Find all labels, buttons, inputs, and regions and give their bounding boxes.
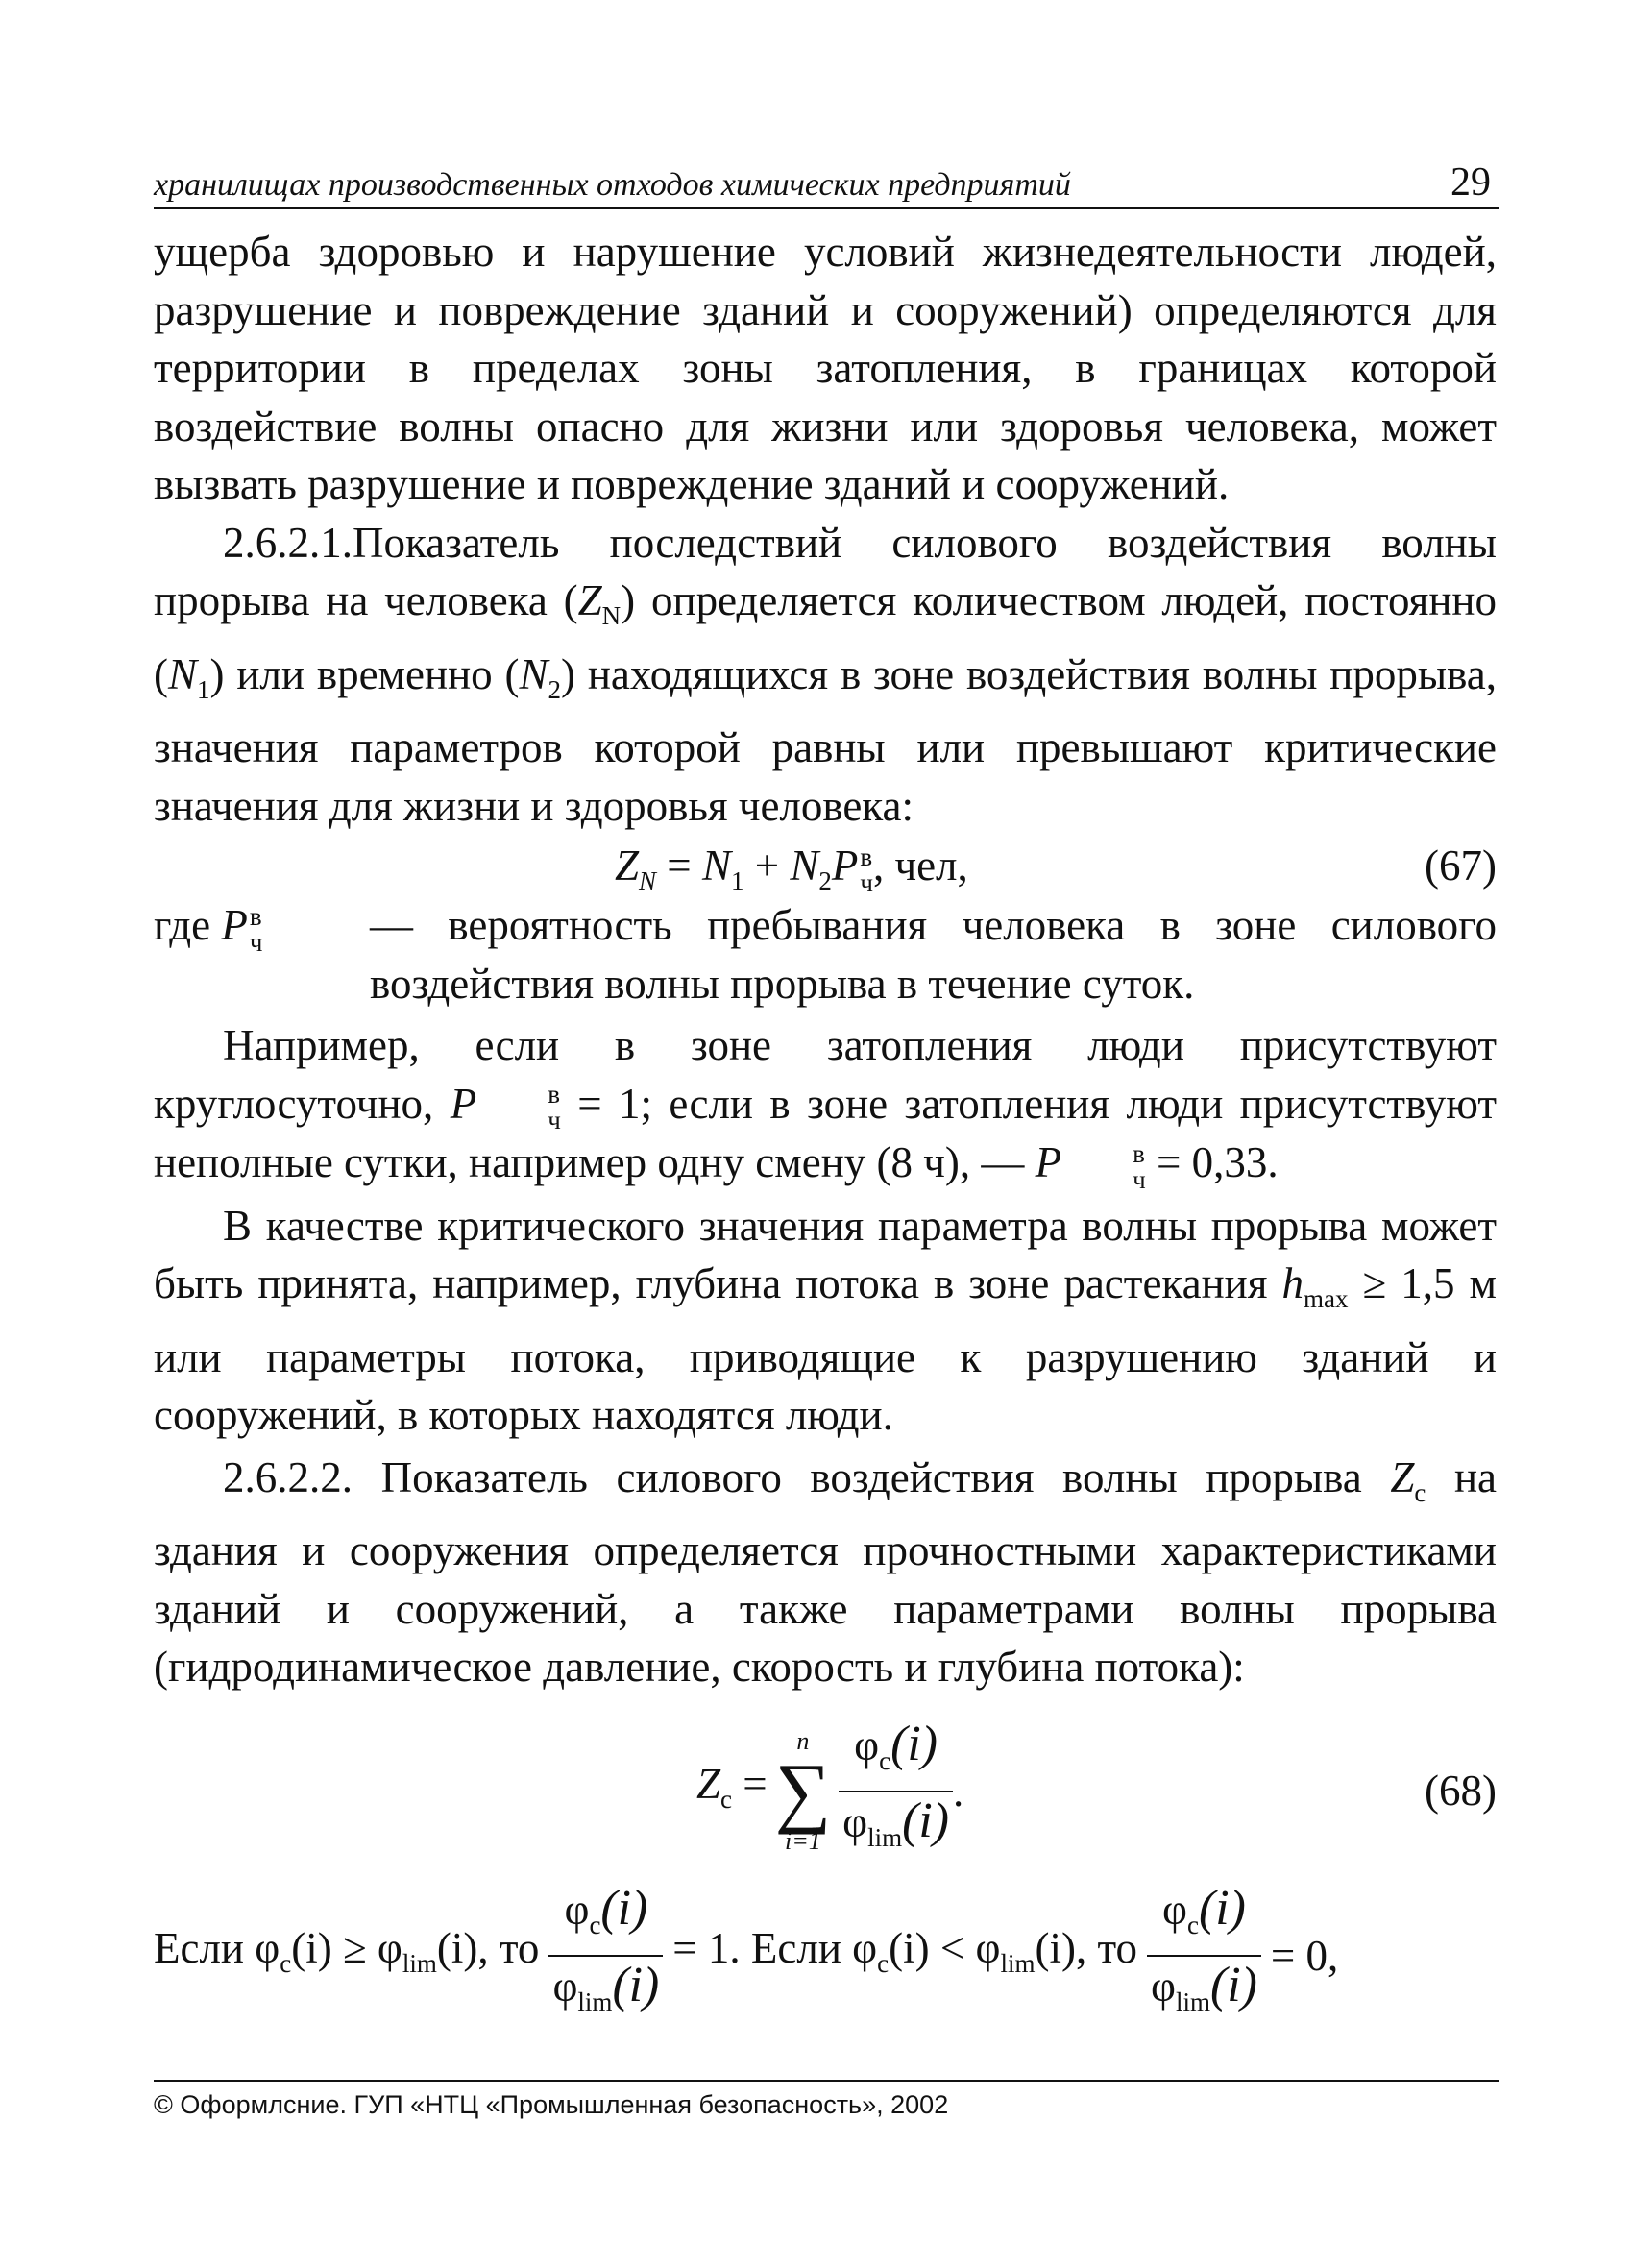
footer-divider bbox=[154, 2080, 1499, 2082]
running-head-title: хранилищах производственных отходов химических предприятий bbox=[154, 167, 1071, 203]
equation-number-67: (67) bbox=[1425, 841, 1497, 890]
where-description: — вероятность пребывания человека в зоне силового воздействия волны прорыва в течение суток. bbox=[370, 901, 1497, 1008]
page-body bbox=[154, 223, 1497, 2023]
where-clause bbox=[154, 896, 1497, 1012]
condition-1-fraction: $\frac{\varphi_с(i)}{\varphi_{lim}(i)}$ bbox=[548, 1880, 663, 2031]
paragraph-2-6-2-2: 2.6.2.2. Показатель силового воздействия волны прорыва $Z_с$ на здания и сооружения определяется прочностными характеристиками зданий и сооружений, а также параметрами волны прорыва (гидродинамическое давление, скорость и глубина потока): bbox=[154, 1452, 1497, 1692]
condition-2: = 1. Если $\varphi_с(i) < \varphi_{lim}(i)$, то bbox=[672, 1923, 1138, 1978]
fraction: $\frac{\varphi_с(i)}{\varphi_{lim}(i)}$ bbox=[839, 1716, 953, 1866]
equation-number-68: (68) bbox=[1425, 1766, 1497, 1815]
condition-2-result: = 0, bbox=[1270, 1931, 1339, 1980]
copyright-footer: © Оформлсние. ГУП «НТЦ «Промышленная безопасность», 2002 bbox=[154, 2090, 949, 2119]
summation-sign: n ∑ i=1 bbox=[774, 1726, 832, 1855]
formula-67 bbox=[154, 837, 1497, 896]
paragraph-example: Например, если в зоне затопления люди присутствуют круглосуточно, P в ч = 1; если в зоне затопления люди присутствуют неполные сутки, например одну смену (8 ч), — P в ч = 0,33. bbox=[154, 1021, 1497, 1194]
condition-2-fraction: $\frac{\varphi_с(i)}{\varphi_{lim}(i)}$ bbox=[1147, 1880, 1261, 2031]
paragraph-continuation: ущерба здоровью и нарушение условий жизнедеятельности людей, разрушение и повреждение зданий и сооружений) определяются для территории в пределах зоны затопления, в границах которой воздействие волны опасно для жизни или здоровья человека, может вызвать разрушение и повреждение зданий и сооружений. bbox=[154, 228, 1497, 508]
condition-1: Если $\varphi_с(i) \ge \varphi_{lim}(i)$, то bbox=[154, 1923, 540, 1978]
formula-68 bbox=[154, 1719, 1497, 1864]
running-head bbox=[154, 154, 1499, 209]
formula-68-expression: $Z_с$ = n ∑ i=1 $\frac{\varphi_с(i)}{\varphi_{lim}(i)}$ . bbox=[696, 1719, 963, 1864]
where-label: где P в ч bbox=[154, 901, 263, 957]
paragraph-2-6-2-1: 2.6.2.1.Показатель последствий силового воздействия волны прорыва на человека $(Z_N)$ определяется количеством людей, постоянно $(N_1)$ или временно $(N_2)$ находящихся в зоне воздействия волны прорыва, значения параметров которой равны или превышают критические значения для жизни и здоровья человека: bbox=[154, 518, 1497, 830]
conditions-line bbox=[154, 1881, 1497, 2023]
formula-67-expression: $Z_N = N_1 + N_2P$ в ч , чел, bbox=[615, 841, 968, 897]
page-number: 29 bbox=[1450, 160, 1491, 205]
paragraph-critical-value: В качестве критического значения параметра волны прорыва может быть принята, например, глубина потока в зоне растекания $h_{max} \ge 1,5$ м или параметры потока, приводящие к разрушению зданий и сооружений, в которых находятся люди. bbox=[154, 1201, 1497, 1440]
